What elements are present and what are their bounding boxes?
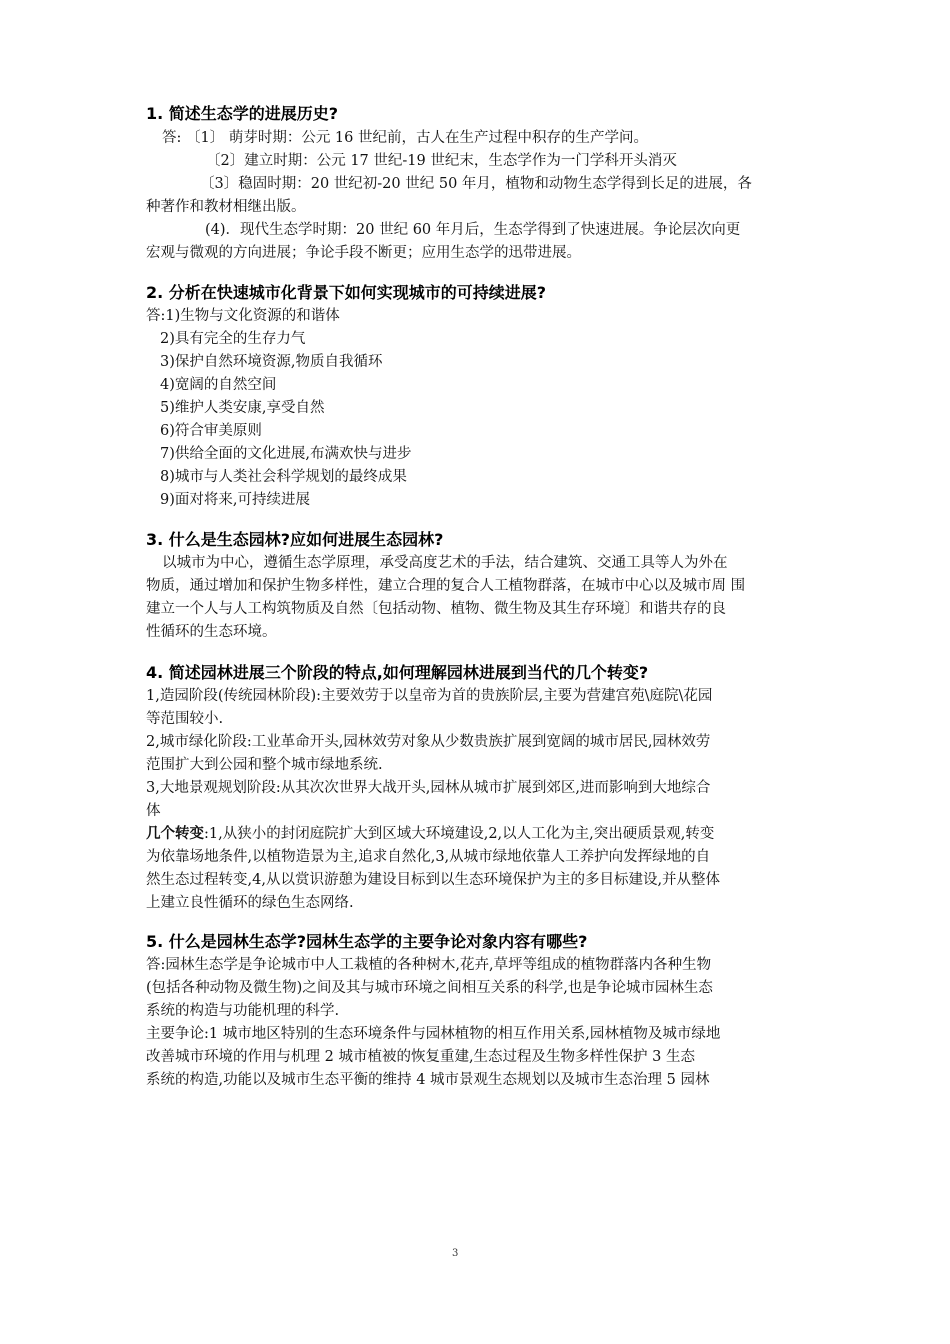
page-number: 3 <box>452 1248 459 1259</box>
q2-item-8: 8)城市与人类社会科学规划的最终成果 <box>160 469 407 485</box>
q1-line-2: 〔2〕建立时期：公元 17 世纪-19 世纪末，生态学作为一门学科开头消灭 <box>206 153 677 169</box>
q4-line-5: 3,大地景观规划阶段:从其次次世界大战开头,园林从城市扩展到郊区,进而影响到大地综合 <box>146 780 711 796</box>
question-5-heading: 5. 什么是园林生态学?园林生态学的主要争论对象内容有哪些? <box>146 932 588 951</box>
q2-item-9: 9)面对将来,可持续进展 <box>160 492 310 508</box>
q3-line-4: 性循环的生态环境。 <box>146 624 277 640</box>
q1-line-5: (4)．现代生态学时期：20 世纪 60 年月后，生态学得到了快速进展。争论层次向更 <box>205 222 741 238</box>
q2-item-5: 5)维护人类安康,享受自然 <box>160 400 325 416</box>
q4-line-1: 1,造园阶段(传统园林阶段):主要效劳于以皇帝为首的贵族阶层,主要为营建宫苑\庭院\花园 <box>146 688 713 704</box>
question-4-heading: 4. 简述园林进展三个阶段的特点,如何理解园林进展到当代的几个转变? <box>146 663 649 682</box>
q2-item-1: 答:1)生物与文化资源的和谐体 <box>146 308 340 324</box>
q1-line-6: 宏观与微观的方向进展；争论手段不断更；应用生态学的迅带进展。 <box>146 245 581 261</box>
q2-item-4: 4)宽阔的自然空间 <box>160 377 277 393</box>
q2-item-3: 3)保护自然环境资源,物质自我循环 <box>160 354 383 370</box>
q5-line-3: 系统的构造与功能机理的科学. <box>146 1003 340 1019</box>
q5-line-2: (包括各种动物及微生物)之间及其与城市环境之间相互关系的科学,也是争论城市园林生态 <box>146 980 713 996</box>
q1-line-4: 种著作和教材相继出版。 <box>146 199 306 215</box>
q3-line-2: 物质，通过增加和保护生物多样性，建立合理的复合人工植物群落，在城市中心以及城市周 围 <box>146 578 746 594</box>
q4-line-9: 然生态过程转变,4,从以赏识游憩为建设目标到以生态环境保护为主的多目标建设,并从整体 <box>146 872 721 888</box>
q5-line-1: 答:园林生态学是争论城市中人工栽植的各种树木,花卉,草坪等组成的植物群落内各种生物 <box>146 957 712 973</box>
q1-line-1: 答: 〔1〕 萌芽时期：公元 16 世纪前，古人在生产过程中积存的生产学问。 <box>162 130 648 146</box>
q4-line-10: 上建立良性循环的绿色生态网络. <box>146 895 354 911</box>
q4-transitions-line <box>146 822 714 843</box>
question-3-heading: 3. 什么是生态园林?应如何进展生态园林? <box>146 530 444 549</box>
q4-line-8: 为依靠场地条件,以植物造景为主,追求自然化,3,从城市绿地依靠人工养护向发挥绿地的自 <box>146 849 711 865</box>
q3-line-3: 建立一个人与人工构筑物质及自然〔包括动物、植物、微生物及其生存环境〕和谐共存的良 <box>146 601 726 617</box>
q3-line-1: 以城市为中心，遵循生态学原理，承受高度艺术的手法，结合建筑、交通工具等人为外在 <box>162 555 728 571</box>
q5-line-4: 主要争论:1 城市地区特别的生态环境条件与园林植物的相互作用关系,园林植物及城市绿地 <box>146 1026 721 1042</box>
q2-item-7: 7)供给全面的文化进展,布满欢快与进步 <box>160 446 412 462</box>
q2-item-2: 2)具有完全的生存力气 <box>160 331 306 347</box>
q4-line-6: 体 <box>146 803 161 819</box>
q1-line-3: 〔3〕稳固时期：20 世纪初-20 世纪 50 年月，植物和动物生态学得到长足的进展，各 <box>200 176 752 192</box>
question-2-heading: 2. 分析在快速城市化背景下如何实现城市的可持续进展? <box>146 283 547 302</box>
q4-line-3: 2,城市绿化阶段:工业革命开头,园林效劳对象从少数贵族扩展到宽阔的城市居民,园林效劳 <box>146 734 711 750</box>
q5-line-5: 改善城市环境的作用与机理 2 城市植被的恢复重建,生态过程及生物多样性保护 3 生态 <box>146 1049 695 1065</box>
q4-line-4: 范围扩大到公园和整个城市绿地系统. <box>146 757 383 773</box>
question-1-heading: 1. 简述生态学的进展历史? <box>146 104 339 123</box>
q4-line-2: 等范围较小. <box>146 711 224 727</box>
q4-transitions-text: :1,从狭小的封闭庭院扩大到区域大环境建设,2,以人工化为主,突出硬质景观,转变 <box>204 826 715 842</box>
q2-item-6: 6)符合审美原则 <box>160 423 262 439</box>
q4-transitions-label: 几个转变 <box>146 826 204 842</box>
q5-line-6: 系统的构造,功能以及城市生态平衡的维持 4 城市景观生态规划以及城市生态治理 5 园林 <box>146 1072 710 1088</box>
